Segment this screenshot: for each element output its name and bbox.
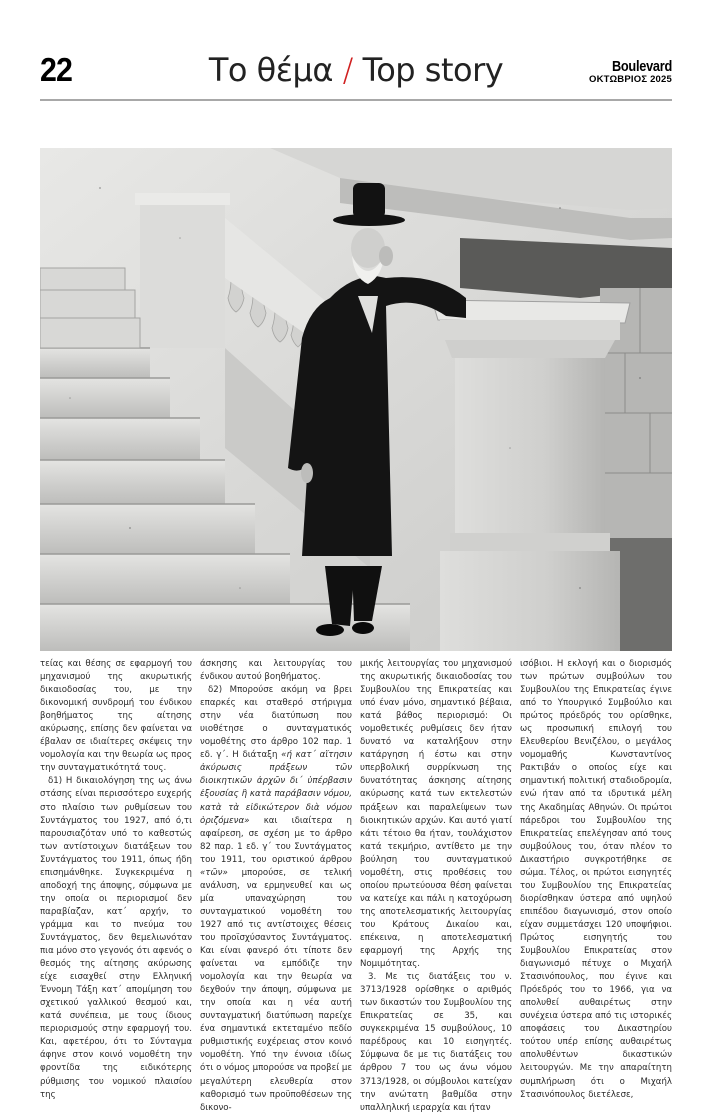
photo-illustration [40,148,672,651]
text-run: δ2) Μπορούσε ακόμη να βρει επαρκές και σταθερό στήριγμα στην νέα διατύπωση που υιοθέτησε ο συνταγματικός νομοθέτης στο άρθρο 102 παρ. 1 εδ. γ΄. Η διάταξη [200,685,352,761]
paragraph: μικής λειτουργίας του μηχανισμού της ακυρωτικής δικαιοδοσίας του Συμβουλίου της Επικρατείας και υπό έναν μόνο, σημαντικό βέβαια, κατά βάθος περιορισμό: Οι νομοθετικές ρυθμίσεις δεν ήταν δυνατό να καταλήξουν στην κατάργηση ή έστω και στην υπερβολική συρρίκνωση της δυνατότητας άσκησης αίτησης ακύρωσης κατά των εκτελεστών πράξεων και παραλείψεων των διοικητικών αρχών. Και αυτό γιατί κάτι τέτοιο θα ήταν, τουλάχιστον κατά τεκμήριο, αντίθετο με την βούληση του συνταγματικού νομοθέτη, στις προθέσεις του οποίου πρωτεύουσα θέση φαίνεται να κατείχε και πάλι η κατοχύρωση της αποτελεσματικής λειτουργίας του Κράτους Δικαίου και, επέκεινα, η αποτελεσματική εφαρμογή της Αρχής της Νομιμότητας. [360,659,512,970]
article-column-3 [360,658,512,1115]
article-column-4 [520,658,672,1102]
paragraph: άσκησης και λειτουργίας του ένδικου αυτού βοηθήματος. [200,659,352,683]
constitutional-quote: «ή κατ΄ αἴτησιν ἀκύρωσις πράξεων τῶν διοικητικῶν ἀρχῶν δι΄ ὑπέρβασιν ἐξουσίας ἢ κατὰ παράβασιν νόμου, κατὰ τὰ εἰδικώτερον διὰ νόμου ὁριζόμενα» [200,750,352,826]
text-run: μπορούσε, σε τελική ανάλυση, να ερμηνευθεί και ως μία υπαναχώρηση του συνταγματικού νομοθέτη του 1927 από τις αντίστοιχες θέσεις του προϊσχύσαντος Συντάγματος. Και είναι φανερό ότι τίποτε δεν φαίνεται να εμπόδιζε την νομολογία και την θεωρία να δεχθούν την άποψη, σύμφωνα με την οποία και η νέα αυτή συνταγματική διατύπωση παρείχε ένα σημαντικά εκτεταμένο πεδίο ρυθμιστικής ευχέρειας στον κοινό νομοθέτη. Υπό την έννοια ιδίως ότι ο νόμος μπορούσε να προβεί με μεγαλύτερη ελευθερία στον καθορισμό των προϋποθέσεων της δικονο- [200,867,352,1113]
page-number: 22 [40,51,72,88]
publication-brand [589,60,672,85]
section-title-english: Top story [362,51,504,89]
paragraph: 3. Με τις διατάξεις του ν. 3713/1928 ορίσθηκε ο αριθμός των δικαστών του Συμβουλίου της Επικρατείας σε 35, και συγκεκριμένα 15 συμβούλους, 10 παρέδρους και 10 εισηγητές. Σύμφωνα δε με τις διατάξεις του άρθρου 7 του ως άνω νόμου 3713/1928, οι σύμβουλοι κατείχαν την ανώτατη βαθμίδα στην υπαλληλική ιεραρχία και ήταν [360,972,512,1113]
section-title [196,50,516,90]
text-run: και ιδιαίτερα η αφαίρεση, σε σχέση με το άρθρο 82 παρ. 1 εδ. γ΄ του Συντάγματος του 1911, του οριστικού άρθρου [200,815,352,865]
quoted-word: «τῶν» [200,867,228,878]
issue-date: ΟΚΤΩΒΡΙΟΣ 2025 [589,74,672,85]
brand-name: Boulevard [611,58,672,75]
article-column-2 [200,658,352,1115]
paragraph: ισόβιοι. Η εκλογή και ο διορισμός των πρώτων συμβούλων του Συμβουλίου της Επικρατείας έγινε από το Υπουργικό Συμβούλιο και πρώτος πρόεδρός του ορίσθηκε, ως προσωπική επιλογή του Ελευθερίου Βενιζέλου, ο μεγάλος νομομαθής Κωνσταντίνος Ρακτιβάν ο οποίος είχε και σημαντική πολιτική σταδιοδρομία, ενώ ήταν από τα ιδρυτικά μέλη της Ακαδημίας Αθηνών. Οι πρώτοι πάρεδροι του Συμβουλίου της Επικρατείας επελέγησαν από τους συμβούλους του, όταν πλέον το Δικαστήριο συγκροτήθηκε σε σώμα. Τέλος, οι πρώτοι εισηγητές του Συμβουλίου της Επικρατείας διορίσθηκαν ύστερα από υψηλού επιπέδου διαγωνισμό, στον οποίο είχαν συμμετάσχει 120 υποψήφιοι. Πρώτος εισηγητής του Συμβουλίου Επικρατείας στον διαγωνισμό πέτυχε ο Μιχαήλ Στασινόπουλος, που έγινε και Πρόεδρός του το 1966, για να απολυθεί αυθαιρέτως στην συνέχεια ύστερα από τις ιστορικές αποφάσεις του Δικαστηρίου τούτου υπέρ επίσης αυθαιρέτως απολυθέντων δικαστικών λειτουργών. Με την απαραίτητη συμπλήρωση ότι ο Μιχαήλ Στασινόπουλος διετέλεσε, [520,659,672,1100]
article-body [40,658,672,1113]
paragraph: τείας και θέσης σε εφαρμογή του μηχανισμού της ακυρωτικής δικαιοδοσίας του, με την δικονομική συνδρομή του ένδικου βοηθήματος της αίτησης ακύρωσης, επίσης δεν φαίνεται να έβαλαν σε ιδιαίτερες σκέψεις την νομολογία και την θεωρία ως προς την συνταγματικότητά τους. [40,659,192,774]
article-column-1 [40,658,192,1102]
paragraph: δ1) Η δικαιολόγηση της ως άνω στάσης είναι περισσότερο ευχερής στο πλαίσιο των ρυθμίσεων του Συντάγματος του 1927, από ό,τι παρουσιαζόταν υπό το καθεστώς των αντίστοιχων διατάξεων του Συντάγματος του 1911, όπως ήδη επισημάνθηκε. Συγκεκριμένα η αποδοχή της άποψης, σύμφωνα με την οποία οι περιορισμοί δεν παραβίαζαν, κατ΄ αρχήν, το γράμμα και το πνεύμα του Συντάγματος, δεν θεμελιωνόταν πια μόνο στο γεγονός ότι αφενός ο θεσμός της αίτησης ακύρωσης είχε εισαχθεί στην Ελληνική Έννομη Τάξη κατ΄ απομίμηση του σχετικού γαλλικού θεσμού και, κατά συνέπεια, με τους ίδιους περιορισμούς στην εφαρμογή του. Και, αφετέρου, ότι το Σύνταγμα άφηνε στον κοινό νομοθέτη την φροντίδα της ειδικότερης ρύθμισης του νομικού πλαισίου της [40,776,192,1100]
article-photo [40,148,672,651]
section-title-greek: Το θέμα [208,51,333,89]
section-title-separator: / [342,51,353,89]
header-divider [40,99,672,101]
paragraph [200,684,352,1115]
